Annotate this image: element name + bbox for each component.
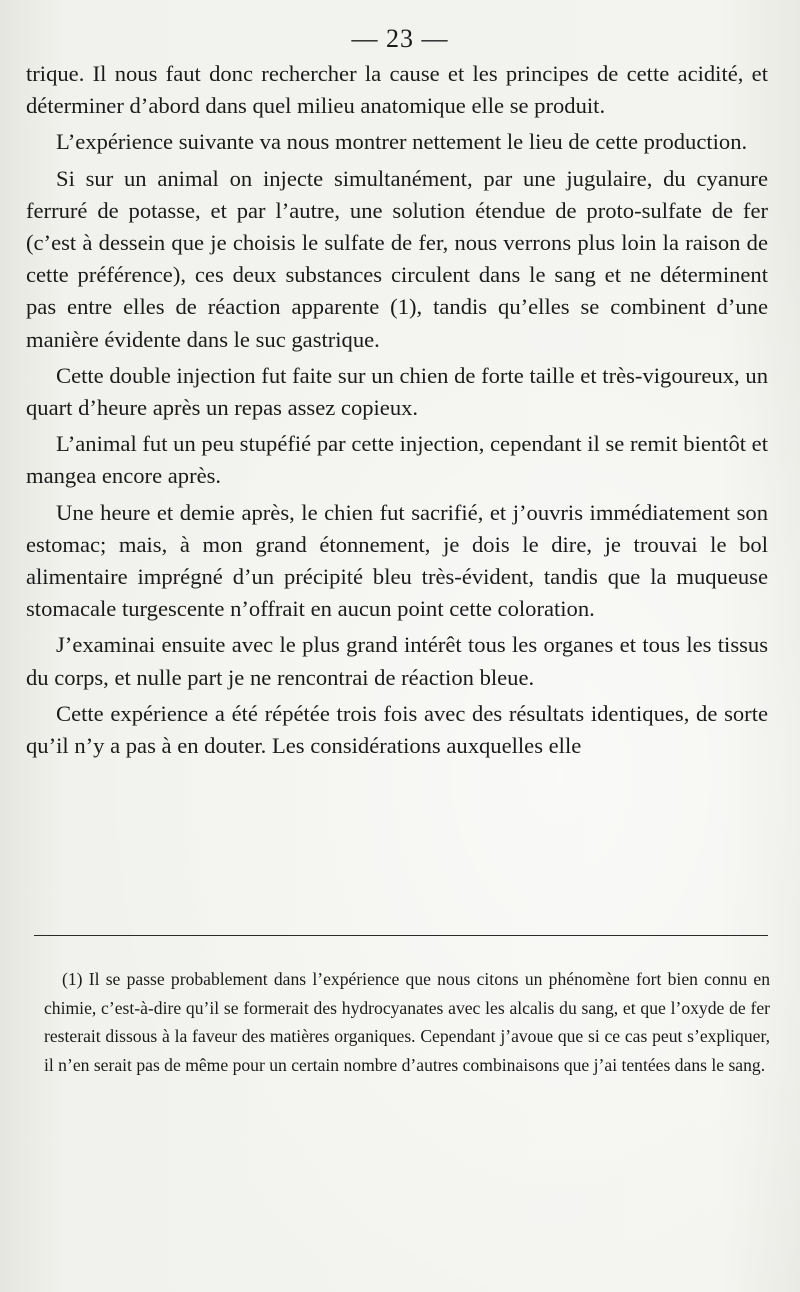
footnote-divider (34, 935, 768, 936)
paragraph-injection-method: Si sur un animal on injecte simultanément, par une jugulaire, du cyanure ferruré de potasse, et par l’autre, une solution étendue de proto-sulfate de fer (c’est à dessein que je choisis le sulfate de fer, nous verrons plus loin la raison de cette préférence), ces deux substances circulent dans le sang et ne déterminent pas entre elles de réaction apparente (1), tandis qu’elles se combinent d’une manière évidente dans le suc gastrique. (26, 165, 768, 352)
paragraph-repeated-results: Cette expérience a été répétée trois fois avec des résultats identiques, de sorte qu’il n’y a pas à en douter. Les considérations auxquelles elle (26, 700, 768, 759)
page-number: — 23 — (351, 24, 449, 53)
paragraph-experiment-intro: L’expérience suivante va nous montrer nettement le lieu de cette production. (56, 129, 748, 155)
paragraph-double-injection: Cette double injection fut faite sur un chien de forte taille et très-vigoureux, un quart d’heure après un repas assez copieux. (26, 362, 768, 421)
paragraph-animal-reaction: L’animal fut un peu stupéfié par cette injection, cependant il se remit bientôt et mangea encore après. (26, 431, 768, 489)
footnote-text: (1) Il se passe probablement dans l’expérience que nous citons un phénomène fort bien connu en chimie, c’est-à-dire qu’il se formerait des hydrocyanates avec les alcalis du sang, et que l’oxyde de fer resterait dissous à la faveur des matières organiques. Cependant j’avoue que si ce cas peut s’expliquer, il n’en serait pas de même pour un certain nombre d’autres combinaisons que j’ai tentées dans le sang. (44, 969, 770, 1075)
paragraph-stomach-findings: Une heure et demie après, le chien fut sacrifié, et j’ouvris immédiatement son estomac; mais, à mon grand étonnement, je dois le dire, je trouvai le bol alimentaire imprégné d’un précipité bleu très-évident, tandis que la muqueuse stomacale turgescente n’offrait en aucun point cette coloration. (26, 499, 768, 622)
footnote (44, 965, 770, 1079)
paragraph-organ-examination: J’examinai ensuite avec le plus grand intérêt tous les organes et tous les tissus du corps, et nulle part je ne rencontrai de réaction bleue. (26, 632, 768, 690)
body-text (26, 58, 768, 766)
paragraph-continued: trique. Il nous faut donc rechercher la cause et les principes de cette acidité, et déterminer d’abord dans quel milieu anatomique elle se produit. (26, 61, 768, 119)
